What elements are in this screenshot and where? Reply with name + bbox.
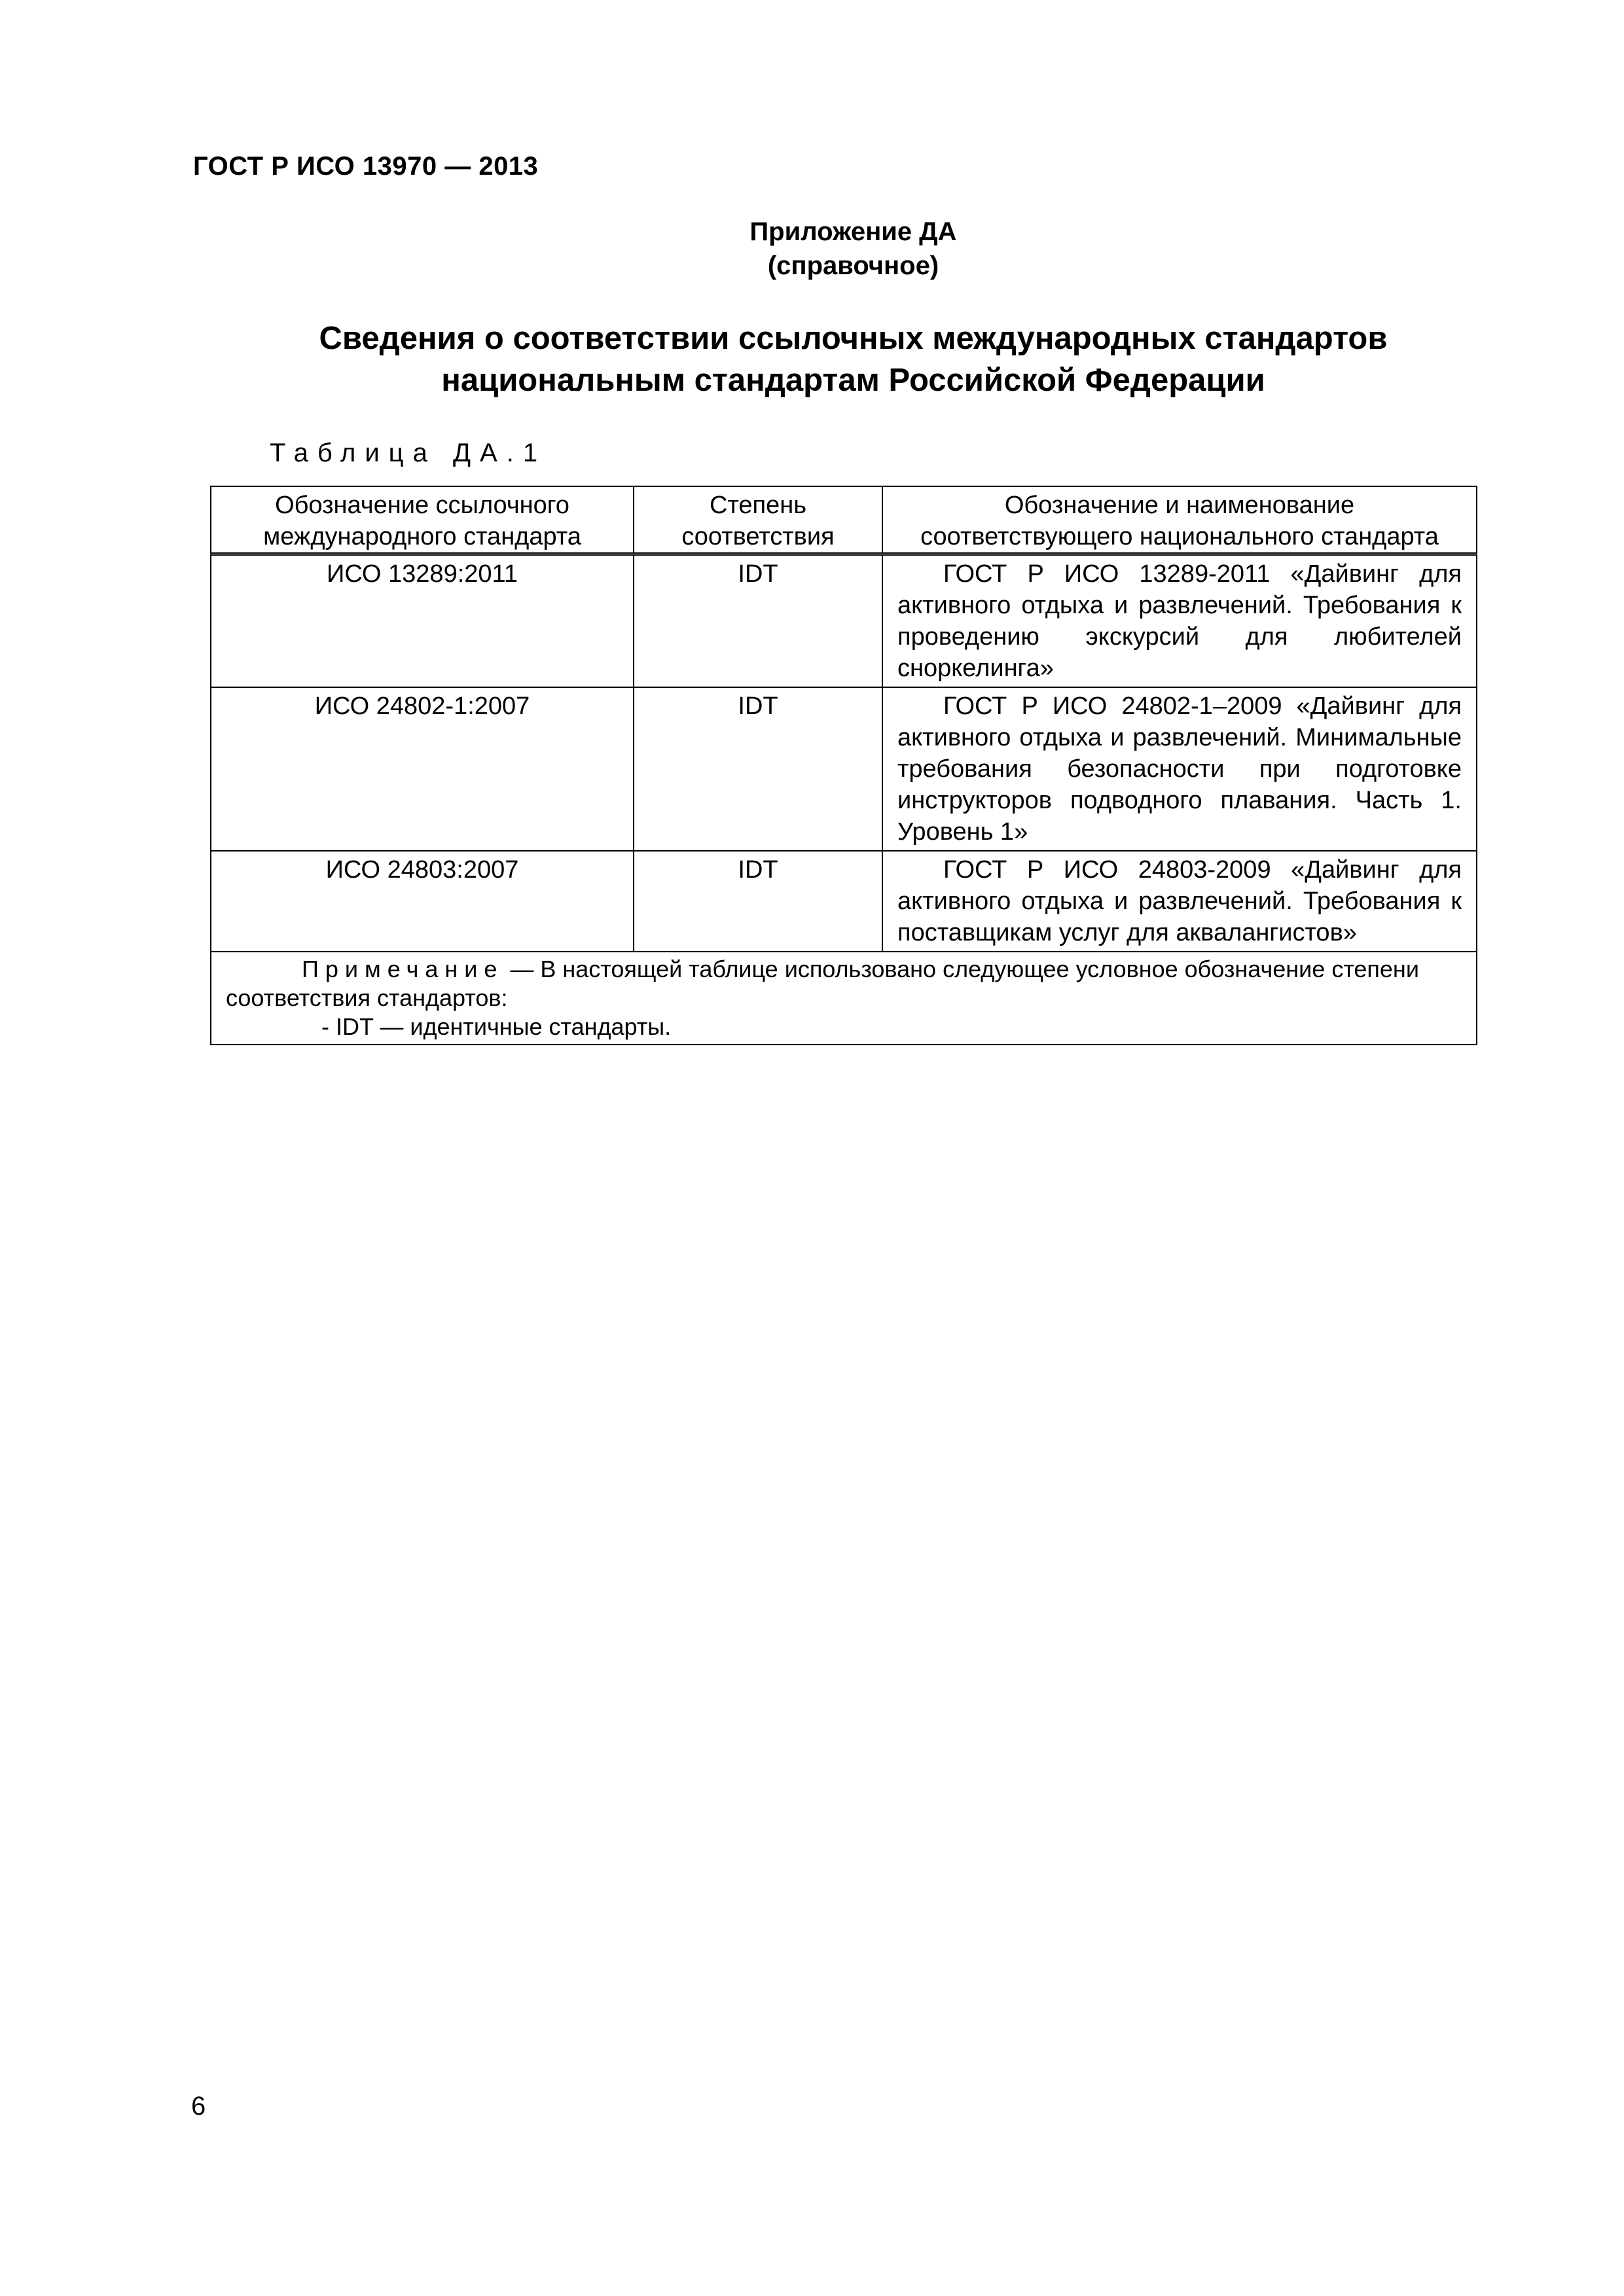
- annex-heading: [0, 215, 1624, 283]
- table-header-row: [211, 486, 1477, 554]
- cell-ref-standard: ИСО 13289:2011: [211, 554, 634, 688]
- table-row: [211, 851, 1477, 952]
- annex-subtitle: (справочное): [767, 251, 939, 280]
- annex-title: Приложение ДА: [749, 217, 957, 246]
- cell-ref-standard: ИСО 24803:2007: [211, 851, 634, 952]
- page-number: 6: [191, 2092, 206, 2121]
- cell-national-standard: ГОСТ Р ИСО 13289-2011 «Дайвинг для активного отдыха и развлечений. Требования к проведению экскурсий для любителей сноркелинга»: [882, 554, 1477, 688]
- column-header-ref-standard: Обозначение ссылочного международного стандарта: [211, 486, 634, 554]
- note-label: Примечание: [302, 956, 504, 982]
- cell-degree: IDT: [634, 851, 882, 952]
- table-note-row: [211, 952, 1477, 1045]
- cell-national-standard: ГОСТ Р ИСО 24802-1–2009 «Дайвинг для активного отдыха и развлечений. Минимальные требования безопасности при подготовке инструкторов подводного плавания. Часть 1. Уровень 1»: [882, 687, 1477, 851]
- cell-ref-standard: ИСО 24802-1:2007: [211, 687, 634, 851]
- column-header-degree: Степень соответствия: [634, 486, 882, 554]
- table-row: [211, 554, 1477, 688]
- section-title-line-2: национальным стандартам Российской Федерации: [441, 363, 1265, 398]
- cell-degree: IDT: [634, 554, 882, 688]
- correspondence-table: [210, 486, 1477, 1045]
- note-text: — В настоящей таблице использовано следующее условное обозначение степени соответствия стандартов:: [226, 956, 1419, 1011]
- column-header-national-standard: Обозначение и наименование соответствующего национального стандарта: [882, 486, 1477, 554]
- table-caption: Таблица ДА.1: [270, 439, 547, 467]
- section-title-line-1: Сведения о соответствии ссылочных международных стандартов: [319, 321, 1388, 356]
- table-row: [211, 687, 1477, 851]
- cell-national-standard: ГОСТ Р ИСО 24803-2009 «Дайвинг для активного отдыха и развлечений. Требования к поставщикам услуг для аквалангистов»: [882, 851, 1477, 952]
- cell-degree: IDT: [634, 687, 882, 851]
- section-title: [0, 317, 1624, 401]
- note-item: - IDT — идентичные стандарты.: [321, 1013, 672, 1040]
- table-note: [211, 952, 1477, 1045]
- note-body: [226, 955, 1462, 1013]
- document-header: ГОСТ Р ИСО 13970 — 2013: [193, 152, 539, 181]
